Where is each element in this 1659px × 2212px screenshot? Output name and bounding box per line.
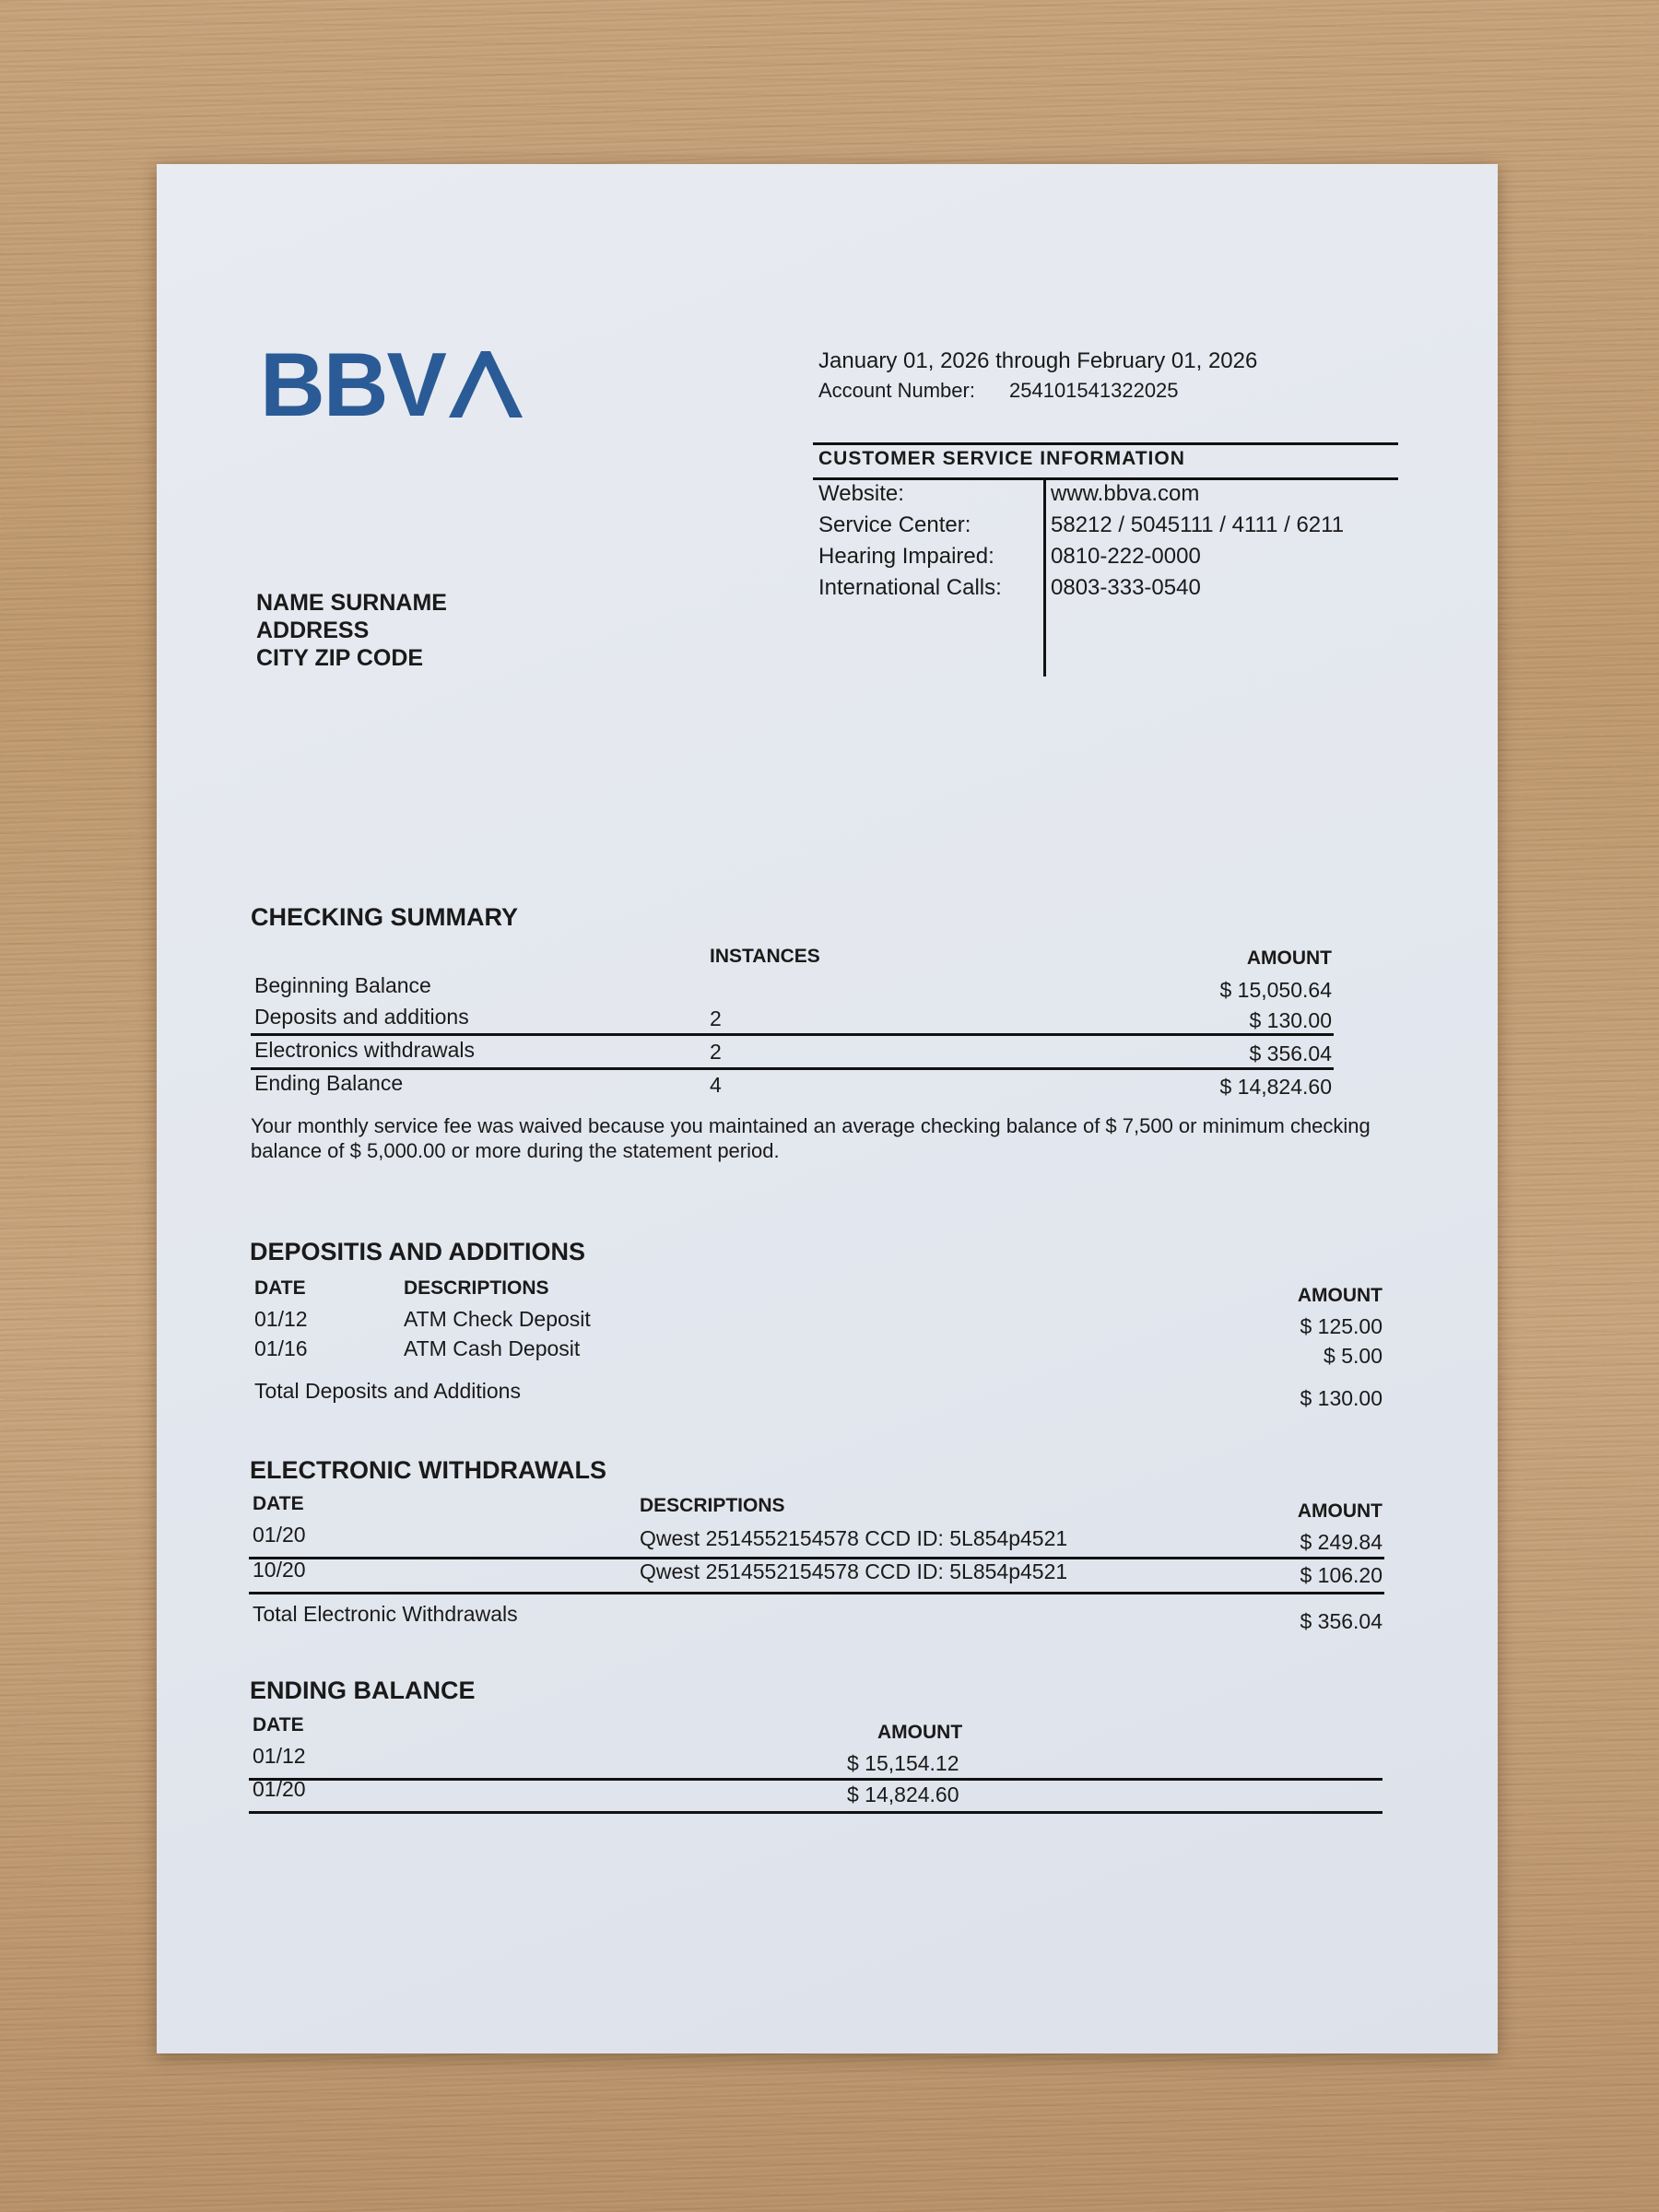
col-instances-header: INSTANCES xyxy=(710,946,820,967)
service-fee-note: Your monthly service fee was waived because you maintained an average checking balance of $ 7,500 or minimum checking balance of $ 5,000.00 or more during the statement period. xyxy=(251,1114,1371,1162)
ending-col-amount: AMOUNT xyxy=(877,1722,963,1743)
summary-instances-deposits: 2 xyxy=(710,1006,722,1030)
address-street: ADDRESS xyxy=(256,618,370,643)
withdrawals-total-amount: $ 356.04 xyxy=(1300,1609,1382,1633)
address-name: NAME SURNAME xyxy=(256,590,447,616)
address-city: CITY ZIP CODE xyxy=(256,645,424,671)
ending-amount-2: $ 14,824.60 xyxy=(847,1783,959,1806)
deposits-total-label: Total Deposits and Additions xyxy=(254,1379,521,1403)
summary-instances-withdrawals: 2 xyxy=(710,1040,722,1064)
summary-amount-deposits: $ 130.00 xyxy=(1249,1008,1332,1032)
bbva-logo xyxy=(260,344,527,427)
divider xyxy=(251,1033,1334,1036)
svg-text:BBV: BBV xyxy=(260,344,445,427)
deposit-desc-2: ATM Cash Deposit xyxy=(404,1336,581,1360)
summary-label-beginning: Beginning Balance xyxy=(254,973,431,997)
cs-label-international: International Calls: xyxy=(818,575,1002,600)
cs-value-service-center: 58212 / 5045111 / 4111 / 6211 xyxy=(1051,512,1345,537)
summary-amount-withdrawals: $ 356.04 xyxy=(1249,1041,1332,1065)
ending-date-2: 01/20 xyxy=(253,1777,306,1801)
summary-label-deposits: Deposits and additions xyxy=(254,1005,469,1029)
deposits-total-amount: $ 130.00 xyxy=(1300,1386,1382,1410)
deposit-date-2: 01/16 xyxy=(254,1336,308,1360)
cs-label-website: Website: xyxy=(818,481,904,506)
cs-value-website: www.bbva.com xyxy=(1051,481,1200,506)
ending-col-date: DATE xyxy=(253,1714,304,1735)
summary-amount-beginning: $ 15,050.64 xyxy=(1219,978,1332,1002)
deposit-amount-1: $ 125.00 xyxy=(1300,1314,1382,1338)
divider xyxy=(251,1067,1334,1070)
deposit-desc-1: ATM Check Deposit xyxy=(404,1307,591,1331)
summary-amount-ending: $ 14,824.60 xyxy=(1219,1075,1332,1099)
statement-paper xyxy=(157,164,1498,2053)
divider xyxy=(249,1811,1382,1814)
summary-instances-ending: 4 xyxy=(710,1073,722,1097)
deposit-amount-2: $ 5.00 xyxy=(1324,1344,1382,1368)
summary-label-withdrawals: Electronics withdrawals xyxy=(254,1038,476,1062)
ending-balance-title: ENDING BALANCE xyxy=(250,1677,476,1704)
cs-value-international: 0803-333-0540 xyxy=(1051,575,1201,600)
withdrawals-col-amount: AMOUNT xyxy=(1297,1500,1382,1522)
bbva-logo-mark xyxy=(260,344,527,427)
deposits-col-date: DATE xyxy=(254,1277,306,1299)
divider xyxy=(813,477,1398,480)
account-number-label: Account Number: xyxy=(818,379,975,402)
customer-service-title: CUSTOMER SERVICE INFORMATION xyxy=(818,448,1185,469)
withdrawal-amount-2: $ 106.20 xyxy=(1300,1563,1382,1587)
deposits-col-desc: DESCRIPTIONS xyxy=(404,1277,549,1299)
withdrawal-desc-1: Qwest 2514552154578 CCD ID: 5L854p4521 xyxy=(640,1526,1068,1550)
withdrawals-col-date: DATE xyxy=(253,1493,304,1514)
deposits-title: DEPOSITIS AND ADDITIONS xyxy=(250,1238,586,1265)
withdrawal-date-2: 10/20 xyxy=(253,1558,306,1582)
withdrawal-desc-2: Qwest 2514552154578 CCD ID: 5L854p4521 xyxy=(640,1559,1068,1583)
cs-value-hearing-impaired: 0810-222-0000 xyxy=(1051,544,1201,569)
withdrawals-col-desc: DESCRIPTIONS xyxy=(640,1495,785,1516)
withdrawals-title: ELECTRONIC WITHDRAWALS xyxy=(250,1456,606,1484)
deposit-date-1: 01/12 xyxy=(254,1307,308,1331)
divider xyxy=(249,1778,1382,1781)
col-amount-header: AMOUNT xyxy=(1246,947,1332,969)
deposits-col-amount: AMOUNT xyxy=(1297,1285,1382,1306)
ending-amount-1: $ 15,154.12 xyxy=(847,1751,959,1775)
divider xyxy=(813,442,1398,445)
statement-period: January 01, 2026 through February 01, 2026 xyxy=(818,348,1258,373)
withdrawals-total-label: Total Electronic Withdrawals xyxy=(253,1602,518,1626)
checking-summary-title: CHECKING SUMMARY xyxy=(251,903,518,931)
summary-label-ending: Ending Balance xyxy=(254,1071,404,1095)
withdrawal-amount-1: $ 249.84 xyxy=(1300,1530,1382,1554)
cs-label-service-center: Service Center: xyxy=(818,512,971,537)
withdrawal-date-1: 01/20 xyxy=(253,1523,306,1547)
divider xyxy=(249,1592,1384,1594)
divider xyxy=(1043,477,1046,677)
cs-label-hearing-impaired: Hearing Impaired: xyxy=(818,544,994,569)
account-number: 254101541322025 xyxy=(1009,379,1179,402)
ending-date-1: 01/12 xyxy=(253,1744,306,1768)
